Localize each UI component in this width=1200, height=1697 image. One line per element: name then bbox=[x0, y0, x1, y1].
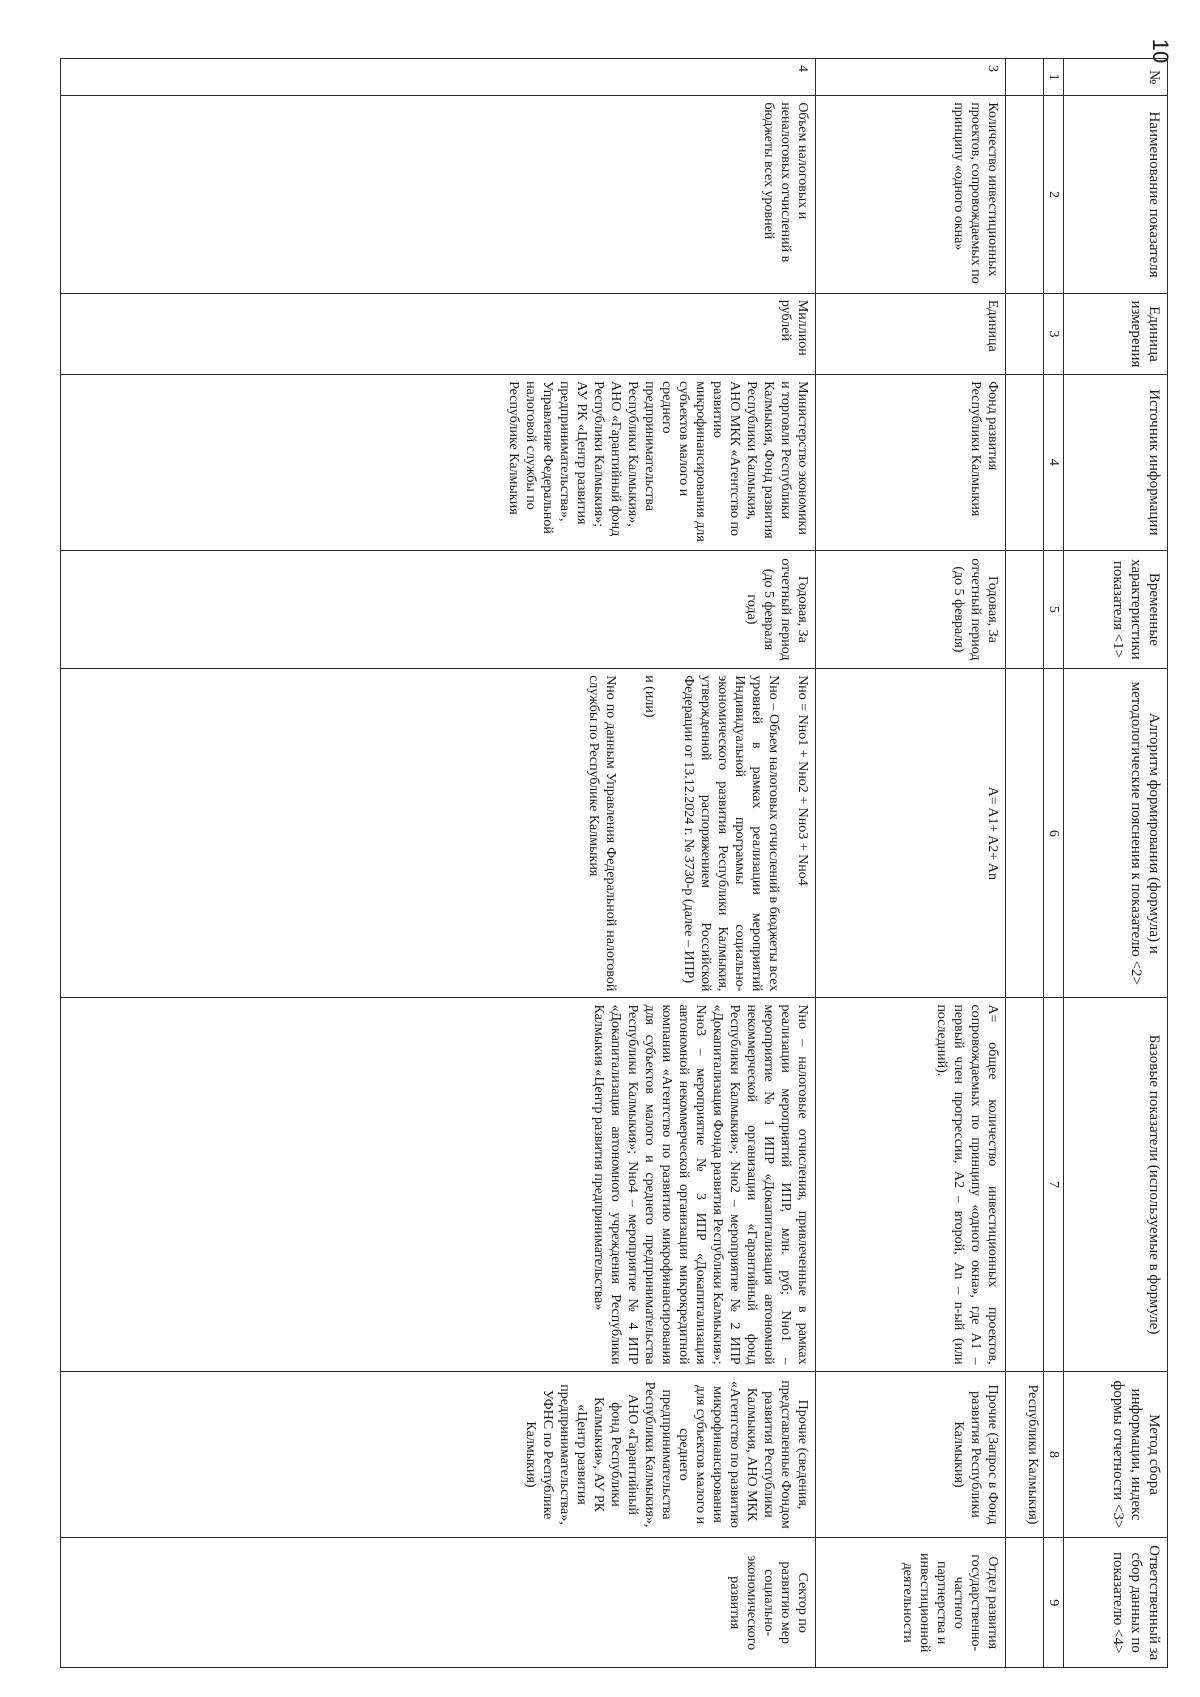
row3-name: Количество инвестиционных проектов, сопровождаемых по принципу «одного окна» bbox=[816, 96, 1006, 294]
row4-formula bbox=[61, 669, 816, 998]
row4-formula-alt: Nно по данным Управления Федеральной налоговой службы по Республике Калмыкия bbox=[586, 675, 618, 992]
row3-responsible: Отдел развития государственно-частного партнерства и инвестиционной деятельности bbox=[816, 1538, 1006, 1668]
row4-base: Nно – налоговые отчисления, привлеченные в рамках реализации мероприятий ИПР, млн. руб; Nно1 – мероприятие № 1 ИПР «Докапитализация автономной некоммерческой организации «Гарантийный фонд Республики Калмыкия»; Nно2 – мероприятие № 2 ИПР «Докапитализация Фонда развития Республики Калмыкия»; Nно3 – мероприятие № 3 ИПР «Докапитализация автономной некоммерческой организации микрокредитной компании «Агентство по развитию микрофинансирования для субъектов малого и среднего предпринимательства Республики Калмыкия»; Nно4 – мероприятие № 4 ИПР «Докапитализация автономного учреждения Республики Калмыкия «Центр развития предпринимательства» bbox=[61, 998, 816, 1371]
row3-formula: A= A1+ A2+ An bbox=[816, 669, 1006, 998]
row3-time: Годовая, За отчетный период (до 5 февраля) bbox=[816, 550, 1006, 669]
row3-unit: Единица bbox=[816, 293, 1006, 374]
row4-name: Объем налоговых и неналоговых отчислений в бюджеты всех уровней bbox=[61, 96, 816, 294]
header-base: Базовые показатели (используемые в формуле) bbox=[1064, 998, 1168, 1371]
col-number: 7 bbox=[1044, 998, 1064, 1371]
column-numbers-row bbox=[1044, 59, 1064, 1668]
rotated-table-container bbox=[60, 58, 1168, 1668]
row4-formula-explanation: Nно – Объем налоговых отчислений в бюджеты всех уровней в рамках реализации мероприятий Индивидуальной программы социально-экономического развития Республики Калмыкия, утвержденной распоряжением Российской Федерации от 13.12.2024 г. № 3730-р (далее – ИПР) bbox=[681, 675, 781, 992]
row4-formula-main: Nно = Nно1 + Nно2 + Nно3 + Nно4 bbox=[795, 675, 810, 886]
header-source: Источник информации bbox=[1064, 375, 1168, 551]
row4-source: Министерство экономики и торговли Республики Калмыкия, Фонд развития Республики Калмыкия, АНО МКК «Агентство по развитию микрофинансирования для субъектов малого и среднего предпринимательства Республики Калмыкия», АНО «Гарантийный фонд Республики Калмыкия»; АУ РК «Центр развития предпринимательства», Управление Федеральной налоговой службы по Республике Калмыкия bbox=[61, 375, 816, 551]
col-number: 8 bbox=[1044, 1371, 1064, 1538]
row4-number: 4 bbox=[61, 59, 816, 96]
continuation-row bbox=[1006, 59, 1044, 1668]
header-time: Временные характеристики показателя <1> bbox=[1064, 550, 1168, 669]
row3-method: Прочие (Запрос в Фонд развития Республики Калмыкия) bbox=[816, 1371, 1006, 1538]
row4-responsible: Сектор по развитию мер социально-экономического развития bbox=[61, 1538, 816, 1668]
header-name: Наименование показателя bbox=[1064, 96, 1168, 294]
col-number: 3 bbox=[1044, 293, 1064, 374]
header-responsible: Ответственный за сбор данных по показателю <4> bbox=[1064, 1538, 1168, 1668]
col-number: 4 bbox=[1044, 375, 1064, 551]
col-number: 6 bbox=[1044, 669, 1064, 998]
table-row-4 bbox=[61, 59, 816, 1668]
table-row-3 bbox=[816, 59, 1006, 1668]
col-number: 9 bbox=[1044, 1538, 1064, 1668]
row4-time: Годовая, За отчетный период (до 5 февраля года) bbox=[61, 550, 816, 669]
row3-base: А= общее количество инвестиционных проектов, сопровождаемых по принципу «одного окна», где А1 – первый член прогрессии, А2 – второй, An – n-ый (или последний). bbox=[816, 998, 1006, 1371]
page-number: 10 bbox=[1147, 38, 1173, 64]
continuation-method: Республики Калмыкия) bbox=[1006, 1371, 1044, 1538]
row3-number: 3 bbox=[816, 59, 1006, 96]
row3-source: Фонд развития Республики Калмыкия bbox=[816, 375, 1006, 551]
header-formula: Алгоритм формирования (формула) и методологические пояснения к показателю <2> bbox=[1064, 669, 1168, 998]
header-method: Метод сбора информации, индекс формы отчетности <3> bbox=[1064, 1371, 1168, 1538]
header-row bbox=[1064, 59, 1168, 1668]
col-number: 5 bbox=[1044, 550, 1064, 669]
header-number: № bbox=[1064, 59, 1168, 96]
row4-unit: Миллион рублей bbox=[61, 293, 816, 374]
col-number: 2 bbox=[1044, 96, 1064, 294]
indicators-table bbox=[60, 58, 1168, 1668]
col-number: 1 bbox=[1044, 59, 1064, 96]
row4-method: Прочие (сведения, представленные Фондом развития Республики Калмыкия, АНО МКК «Агентство по развитию микрофинансирования для субъектов малого и среднего предпринимательства Республики Калмыкия», АНО «Гарантийный фонд Республики Калмыкия», АУ РК «Центр развития предпринимательства», УФНС по Республике Калмыкия) bbox=[61, 1371, 816, 1538]
row4-formula-or: и (или) bbox=[642, 675, 657, 718]
header-unit: Единица измерения bbox=[1064, 293, 1168, 374]
